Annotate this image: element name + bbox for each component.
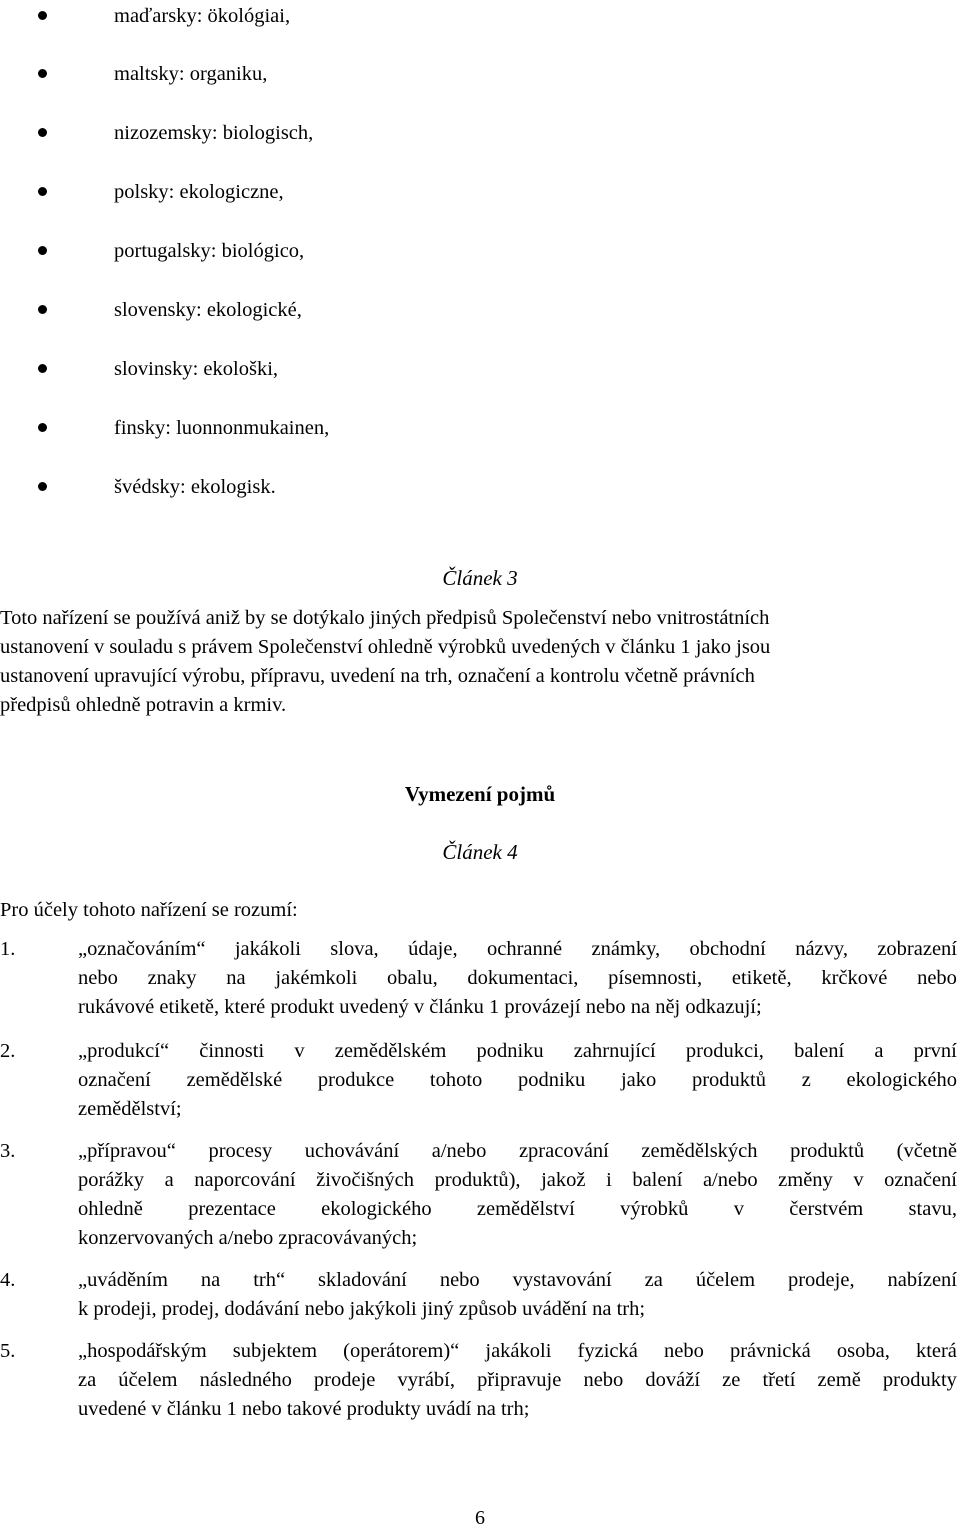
- word: zahrnující: [573, 1040, 656, 1062]
- definition-number: 2.: [0, 1040, 16, 1062]
- word: jako: [620, 1069, 657, 1091]
- definition-line: [78, 1195, 957, 1224]
- definition-line: [78, 1266, 957, 1295]
- word: produkce: [317, 1069, 395, 1091]
- list-item-text: portugalsky: biológico,: [114, 240, 305, 262]
- list-item: [0, 413, 900, 443]
- list-item: [0, 59, 900, 89]
- bullet-icon: [38, 423, 47, 432]
- word: prodeje,: [787, 1269, 855, 1291]
- word: za: [78, 1369, 97, 1391]
- list-item: [0, 295, 900, 325]
- definition-number: 1.: [0, 938, 16, 960]
- word: vyrábí,: [397, 1369, 455, 1391]
- word: jakož: [541, 1169, 586, 1191]
- word: krčkové: [821, 967, 888, 989]
- word: vystavování: [512, 1269, 612, 1291]
- definitions-heading: Vymezení pojmů: [404, 782, 556, 806]
- paragraph-line: ustanovení v souladu s právem Společenství ohledně výrobků uvedených v článku 1 jako jsou: [0, 636, 771, 658]
- word: procesy: [208, 1140, 273, 1162]
- list-item-text: finsky: luonnonmukainen,: [114, 417, 330, 439]
- word: v: [294, 1040, 305, 1062]
- word: nebo: [663, 1340, 704, 1362]
- definition-text: [78, 1137, 957, 1253]
- bullet-icon: [38, 364, 47, 373]
- word: nebo: [583, 1369, 624, 1391]
- word: uchovávání: [304, 1140, 400, 1162]
- word: zobrazení: [877, 938, 957, 960]
- definition-number: 4.: [0, 1269, 16, 1291]
- word: porážky: [78, 1169, 145, 1191]
- word: balení: [632, 1169, 683, 1191]
- definition-text: [78, 1266, 957, 1324]
- definition-line: zemědělství;: [78, 1098, 182, 1120]
- word: v: [733, 1198, 744, 1220]
- word: skladování: [318, 1269, 407, 1291]
- word: známky,: [591, 938, 661, 960]
- word: a/nebo: [431, 1140, 487, 1162]
- word: čerstvém: [789, 1198, 864, 1220]
- word: ohledně: [78, 1198, 143, 1220]
- list-item: [0, 236, 900, 266]
- word: jakákoli: [234, 938, 301, 960]
- word: zemědělských: [641, 1140, 758, 1162]
- bullet-icon: [38, 187, 47, 196]
- word: obchodní: [689, 938, 766, 960]
- word: připravuje: [477, 1369, 562, 1391]
- definitions-intro: Pro účely tohoto nařízení se rozumí:: [0, 899, 298, 921]
- word: dováží: [645, 1369, 701, 1391]
- bullet-icon: [38, 11, 47, 20]
- word: změny: [778, 1169, 833, 1191]
- word: na: [200, 1269, 221, 1291]
- article-4-heading: Článek 4: [442, 840, 518, 864]
- paragraph-line: ustanovení upravující výrobu, přípravu, uvedení na trh, označení a kontrolu včetně právních: [0, 665, 755, 687]
- word: (operátorem)“: [343, 1340, 460, 1362]
- definition-line: [78, 1037, 957, 1066]
- word: nabízení: [887, 1269, 957, 1291]
- word: na: [226, 967, 246, 989]
- article-3-heading: Článek 3: [442, 566, 518, 590]
- word: živočišných: [316, 1169, 415, 1191]
- word: znaky: [147, 967, 197, 989]
- list-item: [0, 177, 900, 207]
- word: za: [644, 1269, 663, 1291]
- word: naporcování: [194, 1169, 296, 1191]
- word: prezentace: [188, 1198, 276, 1220]
- paragraph-line: předpisů ohledně potravin a krmiv.: [0, 694, 287, 716]
- paragraph-line: Toto nařízení se používá aniž by se dotýkalo jiných předpisů Společenství nebo vnitrostátních: [0, 607, 770, 629]
- word: ochranné: [486, 938, 563, 960]
- word: právnická: [729, 1340, 811, 1362]
- definition-line: [78, 1337, 957, 1366]
- word: země: [817, 1369, 861, 1391]
- word: prodeje: [313, 1369, 376, 1391]
- word: účelem: [118, 1369, 178, 1391]
- word: etiketě,: [731, 967, 792, 989]
- word: „uváděním: [78, 1269, 168, 1291]
- word: podniku: [518, 1069, 586, 1091]
- list-item-text: švédsky: ekologisk.: [114, 476, 276, 498]
- word: ze: [722, 1369, 741, 1391]
- definition-line: [78, 1137, 957, 1166]
- word: nebo: [78, 967, 118, 989]
- word: obalu,: [387, 967, 438, 989]
- word: jakémkoli: [275, 967, 358, 989]
- word: účelem: [695, 1269, 756, 1291]
- word: produktů: [691, 1069, 766, 1091]
- definition-number: 5.: [0, 1340, 16, 1362]
- definition-line: [78, 1066, 957, 1095]
- list-item: [0, 354, 900, 384]
- bullet-icon: [38, 246, 47, 255]
- definition-line: [78, 964, 957, 993]
- word: produkci,: [685, 1040, 764, 1062]
- word: a: [164, 1169, 174, 1191]
- list-item-text: slovensky: ekologické,: [114, 299, 302, 321]
- word: zemědělské: [186, 1069, 283, 1091]
- word: zpracování: [518, 1140, 609, 1162]
- word: názvy,: [795, 938, 848, 960]
- definition-text: [78, 935, 957, 1022]
- word: údaje,: [408, 938, 458, 960]
- word: trh“: [253, 1269, 286, 1291]
- list-item: [0, 1, 900, 31]
- definition-line: konzervovaných a/nebo zpracovávaných;: [78, 1227, 418, 1249]
- word: dokumentaci,: [467, 967, 579, 989]
- page-number: 6: [475, 1507, 485, 1529]
- definition-text: [78, 1037, 957, 1124]
- word: a: [874, 1040, 884, 1062]
- word: označení: [884, 1169, 957, 1191]
- bullet-icon: [38, 69, 47, 78]
- word: tohoto: [429, 1069, 483, 1091]
- word: produktů: [790, 1140, 865, 1162]
- list-item-text: maltsky: organiku,: [114, 63, 268, 85]
- list-item: [0, 472, 900, 502]
- definition-line: rukávové etiketě, které produkt uvedený v článku 1 provázejí nebo na něj odkazují;: [78, 996, 762, 1018]
- word: jakákoli: [485, 1340, 552, 1362]
- definition-line: [78, 1166, 957, 1195]
- word: produkty: [882, 1369, 957, 1391]
- list-item-text: nizozemsky: biologisch,: [114, 122, 314, 144]
- word: z: [801, 1069, 811, 1091]
- bullet-icon: [38, 128, 47, 137]
- word: (včetně: [896, 1140, 957, 1162]
- word: „hospodářským: [78, 1340, 207, 1362]
- word: fyzická: [577, 1340, 638, 1362]
- article-3-paragraph: [0, 604, 958, 720]
- word: nebo: [439, 1269, 480, 1291]
- word: ekologického: [321, 1198, 432, 1220]
- word: první: [913, 1040, 957, 1062]
- word: podniku: [476, 1040, 544, 1062]
- word: zemědělském: [334, 1040, 447, 1062]
- word: výrobků: [620, 1198, 689, 1220]
- list-item-text: polsky: ekologiczne,: [114, 181, 284, 203]
- word: třetí: [762, 1369, 796, 1391]
- word: subjektem: [232, 1340, 318, 1362]
- word: stavu,: [908, 1198, 957, 1220]
- bullet-icon: [38, 305, 47, 314]
- word: která: [915, 1340, 957, 1362]
- word: označení: [78, 1069, 151, 1091]
- word: „přípravou“: [78, 1140, 176, 1162]
- definition-line: uvedené v článku 1 nebo takové produkty uvádí na trh;: [78, 1398, 530, 1420]
- word: „označováním“: [78, 938, 206, 960]
- definition-number: 3.: [0, 1140, 16, 1162]
- list-item: [0, 118, 900, 148]
- bullet-icon: [38, 482, 47, 491]
- list-item-text: maďarsky: ökológiai,: [114, 5, 291, 27]
- word: písemnosti,: [608, 967, 703, 989]
- word: v: [853, 1169, 864, 1191]
- word: osoba,: [836, 1340, 890, 1362]
- word: zemědělství: [476, 1198, 575, 1220]
- word: i: [606, 1169, 612, 1191]
- word: balení: [794, 1040, 845, 1062]
- word: následného: [199, 1369, 292, 1391]
- word: ekologického: [846, 1069, 957, 1091]
- definition-text: [78, 1337, 957, 1424]
- definition-line: [78, 935, 957, 964]
- word: „produkcí“: [78, 1040, 170, 1062]
- definition-line: [78, 1366, 957, 1395]
- list-item-text: slovinsky: ekološki,: [114, 358, 279, 380]
- definition-line: k prodeji, prodej, dodávání nebo jakýkoli jiný způsob uvádění na trh;: [78, 1298, 646, 1320]
- word: a/nebo: [702, 1169, 758, 1191]
- word: slova,: [330, 938, 379, 960]
- word: produktů),: [434, 1169, 521, 1191]
- word: činnosti: [199, 1040, 265, 1062]
- word: nebo: [917, 967, 957, 989]
